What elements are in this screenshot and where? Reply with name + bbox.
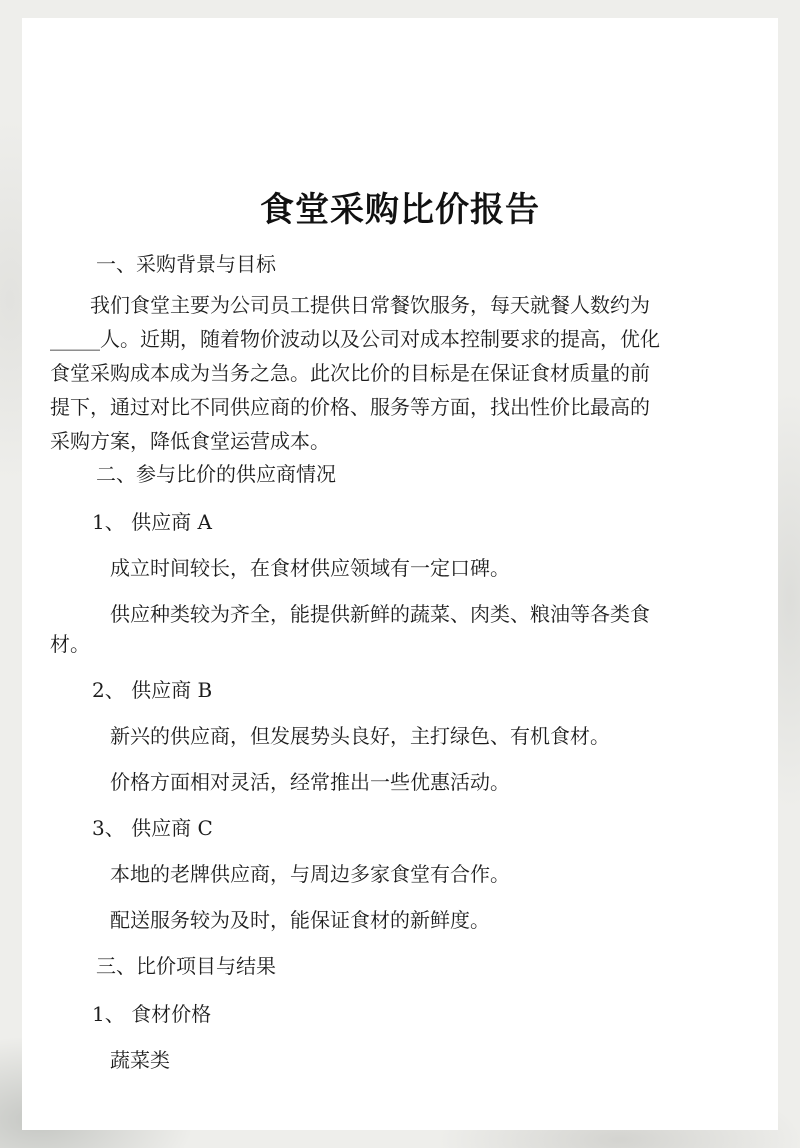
supplier-c-heading: 3、 供应商 C [92,816,213,840]
supplier-a-line: 供应种类较为齐全，能提供新鲜的蔬菜、肉类、粮油等各类食 [110,602,650,626]
section-heading-suppliers: 二、参与比价的供应商情况 [96,462,336,486]
paragraph-line: 采购方案，降低食堂运营成本。 [50,429,330,453]
paragraph-line: 我们食堂主要为公司员工提供日常餐饮服务，每天就餐人数约为 [90,293,650,317]
paragraph-line: 提下，通过对比不同供应商的价格、服务等方面，找出性价比最高的 [50,395,650,419]
supplier-b-line: 价格方面相对灵活，经常推出一些优惠活动。 [110,770,510,794]
supplier-c-line: 配送服务较为及时，能保证食材的新鲜度。 [110,908,490,932]
supplier-a-heading: 1、 供应商 A [92,510,212,534]
section-heading-background: 一、采购背景与目标 [96,252,276,276]
background-paragraph [50,288,660,458]
supplier-a-line: 成立时间较长，在食材供应领域有一定口碑。 [110,556,510,580]
section-heading-comparison: 三、比价项目与结果 [96,954,276,978]
comparison-item: 蔬菜类 [110,1048,170,1072]
supplier-a-line: 材。 [50,632,90,656]
supplier-c-line: 本地的老牌供应商，与周边多家食堂有合作。 [110,862,510,886]
supplier-b-heading: 2、 供应商 B [92,678,213,702]
paragraph-line: 食堂采购成本成为当务之急。此次比价的目标是在保证食材质量的前 [50,361,650,385]
paragraph-line: _____人。近期，随着物价波动以及公司对成本控制要求的提高，优化 [50,327,660,351]
comparison-subheading: 1、 食材价格 [92,1002,212,1026]
supplier-b-line: 新兴的供应商，但发展势头良好，主打绿色、有机食材。 [110,724,610,748]
document-title: 食堂采购比价报告 [260,190,540,230]
